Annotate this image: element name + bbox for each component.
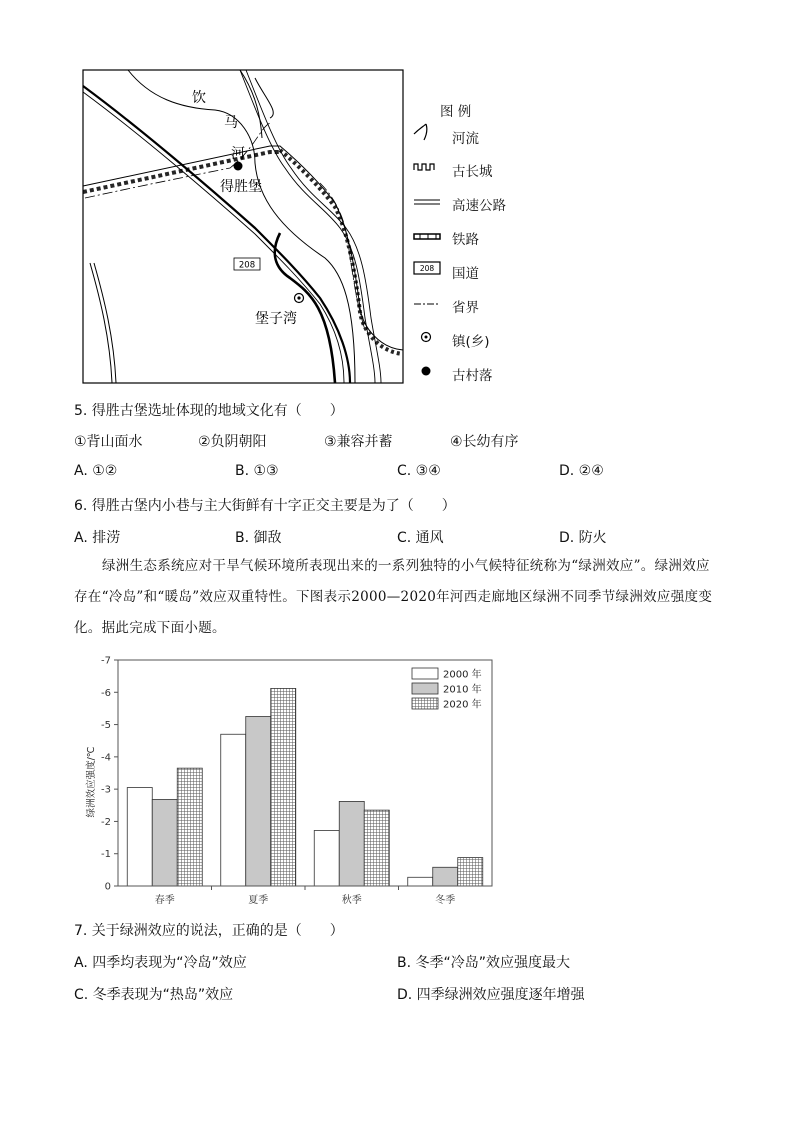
q7-option-a[interactable]: A. 四季均表现为“冷岛”效应 xyxy=(74,955,247,971)
legend-swatch xyxy=(412,683,438,694)
map-legend xyxy=(412,96,532,386)
q5-option-d[interactable]: D. ②④ xyxy=(559,463,604,479)
legend-title: 图 例 xyxy=(440,104,472,120)
village-deshengbao-marker xyxy=(234,162,243,171)
bar-2-2 xyxy=(364,810,389,886)
legend-wall-label: 古长城 xyxy=(452,164,493,180)
legend-label: 2010 年 xyxy=(443,684,482,696)
map-label-baoziwan: 堡子湾 xyxy=(255,311,297,327)
map-label-he: 河 xyxy=(231,146,245,162)
q6-option-d[interactable]: D. 防火 xyxy=(559,530,607,546)
legend-road-badge: 208 xyxy=(419,264,435,273)
bar-0-1 xyxy=(152,799,177,886)
bar-1-0 xyxy=(221,734,246,886)
y-tick-label: -5 xyxy=(101,720,111,732)
q5-item-4: ④长幼有序 xyxy=(450,434,519,450)
q6-option-b[interactable]: B. 御敌 xyxy=(235,530,282,546)
bar-3-1 xyxy=(433,867,458,886)
legend-province-label: 省界 xyxy=(452,300,479,316)
q5-item-1: ①背山面水 xyxy=(74,434,143,450)
y-tick-label: -1 xyxy=(101,849,111,861)
y-tick-label: -4 xyxy=(101,752,111,764)
q5-stem: 5. 得胜古堡选址体现的地域文化有（ ） xyxy=(74,403,344,419)
map-frame xyxy=(83,70,403,383)
q5-option-c[interactable]: C. ③④ xyxy=(397,463,441,479)
town-icon xyxy=(422,333,431,342)
y-tick-label: -7 xyxy=(101,655,111,667)
bar-1-2 xyxy=(271,688,296,886)
legend-expressway-label: 高速公路 xyxy=(452,198,506,214)
bars xyxy=(127,688,483,886)
expressway-icon xyxy=(414,200,440,204)
legend-swatch xyxy=(412,698,438,709)
x-tick-label: 秋季 xyxy=(341,895,362,906)
legend-label: 2000 年 xyxy=(443,669,482,681)
y-tick-label: -6 xyxy=(101,687,111,699)
bar-1-1 xyxy=(246,717,271,887)
q5-option-a[interactable]: A. ①② xyxy=(74,463,118,479)
legend-swatch xyxy=(412,668,438,679)
map-label-deshengbao: 得胜堡 xyxy=(220,179,262,195)
y-axis xyxy=(101,656,118,893)
q5-option-b[interactable]: B. ①③ xyxy=(235,463,279,479)
route-208-label: 208 xyxy=(238,260,256,271)
q7-stem: 7. 关于绿洲效应的说法，正确的是（ ） xyxy=(74,923,344,939)
legend-river-label: 河流 xyxy=(452,131,479,147)
x-tick-label: 冬季 xyxy=(435,895,456,906)
bar-3-2 xyxy=(458,858,483,886)
river-icon xyxy=(414,124,427,140)
q6-stem: 6. 得胜古堡内小巷与主大街鲜有十字正交主要是为了（ ） xyxy=(74,498,456,514)
x-tick-label: 春季 xyxy=(154,895,175,906)
y-tick-label: 0 xyxy=(104,881,111,893)
oasis-effect-chart xyxy=(82,652,502,908)
bar-3-0 xyxy=(408,877,433,886)
q6-option-a[interactable]: A. 排涝 xyxy=(74,530,121,546)
legend-label: 2020 年 xyxy=(443,699,482,711)
bar-0-2 xyxy=(177,768,202,886)
y-tick-label: -2 xyxy=(101,816,111,828)
q5-item-2: ②负阴朝阳 xyxy=(198,434,267,450)
chart-legend xyxy=(412,668,482,711)
x-axis xyxy=(155,886,456,906)
village-icon xyxy=(422,367,431,376)
reading-passage: 绿洲生态系统应对干旱气候环境所表现出来的一系列独特的小气候特征统称为“绿洲效应”。绿洲效应存在“冷岛”和“暖岛”效应双重特性。下图表示2000—2020年河西走廊地区绿洲不同季节绿洲效应强度变化。据此完成下面小题。 xyxy=(74,558,713,636)
y-axis-label: 绿洲效应强度/℃ xyxy=(86,746,97,818)
legend-railway-label: 铁路 xyxy=(452,232,479,248)
legend-village-label: 古村落 xyxy=(452,368,493,384)
bar-0-0 xyxy=(127,788,152,886)
legend-national-road-label: 国道 xyxy=(452,266,479,282)
legend-icons xyxy=(412,118,442,388)
x-tick-label: 夏季 xyxy=(248,895,269,906)
q5-item-3: ③兼容并蓄 xyxy=(324,434,393,450)
legend-town-label: 镇(乡) xyxy=(452,334,490,350)
map-label-yin: 饮 xyxy=(192,90,206,106)
q6-option-c[interactable]: C. 通风 xyxy=(397,530,444,546)
railway-icon xyxy=(414,234,440,239)
q7-option-d[interactable]: D. 四季绿洲效应强度逐年增强 xyxy=(397,987,585,1003)
y-tick-label: -3 xyxy=(101,784,111,796)
great-wall-icon xyxy=(414,164,434,170)
bar-2-1 xyxy=(339,801,364,886)
q7-option-b[interactable]: B. 冬季“冷岛”效应强度最大 xyxy=(397,955,571,971)
map-label-ma: 马 xyxy=(224,115,238,131)
q7-option-c[interactable]: C. 冬季表现为“热岛”效应 xyxy=(74,987,234,1003)
bar-2-0 xyxy=(314,830,339,886)
